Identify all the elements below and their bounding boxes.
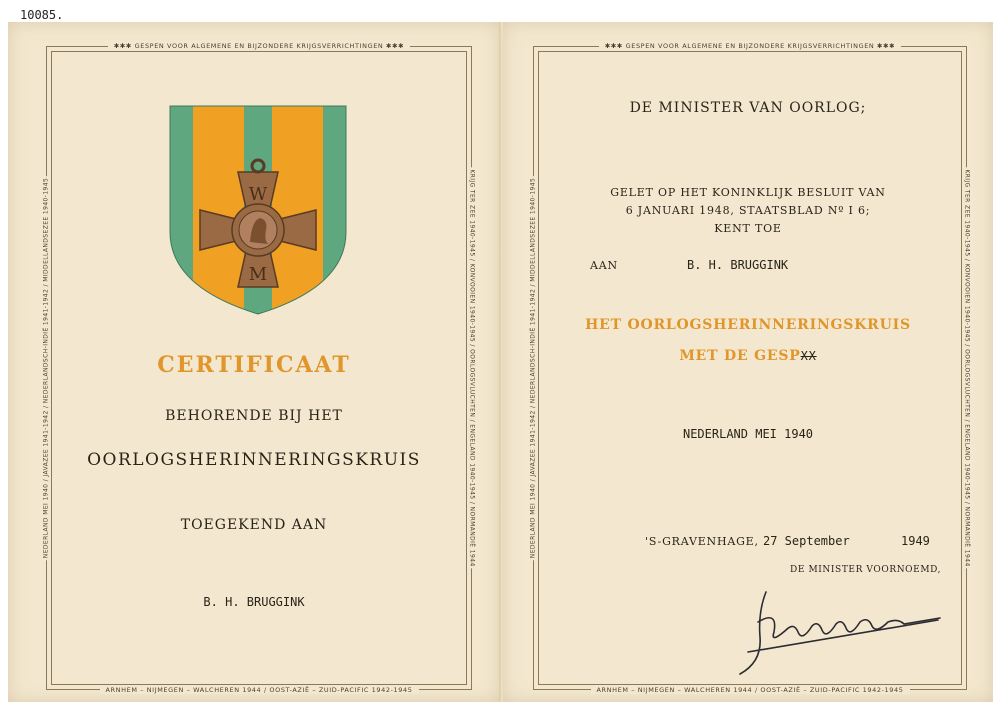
- awarded-to-label: TOEGEKEND AAN: [180, 517, 328, 533]
- certificate-title: CERTIFICAAT: [157, 352, 351, 378]
- signatory-label: DE MINISTER VOORNOEMD,: [790, 565, 942, 575]
- award-name: OORLOGSHERINNERINGSKRUIS: [87, 450, 421, 470]
- issue-date: 27 September: [763, 534, 850, 548]
- clasp-name: NEDERLAND MEI 1940: [682, 427, 814, 441]
- document-reference-number: 10085.: [20, 8, 64, 22]
- decree-line: GELET OP HET KONINKLIJK BESLUIT VAN: [610, 186, 886, 199]
- subtitle-line: BEHORENDE BIJ HET: [165, 408, 343, 424]
- struck-out-text: XX: [800, 349, 817, 363]
- certificate-right-page: [503, 22, 993, 702]
- certificate-left-page: [8, 22, 500, 702]
- handwritten-signature: [728, 582, 958, 682]
- award-clasp-text: MET DE GESP: [679, 348, 801, 364]
- border-right-text: KRIJG TER ZEE 1940-1945 / KONVOOIEN 1940-1945 / OORLOGSVLUCHTEN / ENGELAND 1940-1945 / NORMANDIË 1944: [963, 169, 971, 567]
- decree-line: 6 JANUARI 1948, STAATSBLAD Nº I 6;: [625, 204, 871, 217]
- border-top-text: ✱✱✱ GESPEN VOOR ALGEMENE EN BIJZONDERE KRIJGSVERRICHTINGEN ✱✱✱: [599, 42, 901, 50]
- aan-label: AAN: [590, 259, 618, 272]
- issue-year: 1949: [901, 534, 930, 548]
- award-line: HET OORLOGSHERINNERINGSKRUIS: [585, 317, 911, 333]
- minister-heading: DE MINISTER VAN OORLOG;: [629, 100, 867, 116]
- svg-text:W: W: [248, 184, 268, 205]
- award-clasp-line: [503, 348, 993, 364]
- border-bottom-text: ARNHEM – NIJMEGEN – WALCHEREN 1944 / OOST-AZIË – ZUID-PACIFIC 1942-1945: [100, 686, 419, 694]
- border-left-text: NEDERLAND MEI 1940 / JAVAZEE 1941-1942 / NEDERLANDSCH-INDIË 1941-1942 / MIDDELLANDSEZEE 1940-1945: [529, 177, 537, 559]
- border-top-text: ✱✱✱ GESPEN VOOR ALGEMENE EN BIJZONDERE KRIJGSVERRICHTINGEN ✱✱✱: [108, 42, 410, 50]
- border-right-text: KRIJG TER ZEE 1940-1945 / KONVOOIEN 1940-1945 / OORLOGSVLUCHTEN / ENGELAND 1940-1945 / NORMANDIË 1944: [468, 169, 476, 567]
- medal-cross-icon: [168, 102, 348, 322]
- place-label: 'S-GRAVENHAGE,: [645, 535, 759, 548]
- border-left-text: NEDERLAND MEI 1940 / JAVAZEE 1941-1942 / NEDERLANDSCH-INDIË 1941-1942 / MIDDELLANDSEZEE 1940-1945: [42, 177, 50, 559]
- recipient-name: B. H. BRUGGINK: [687, 258, 789, 272]
- recipient-name: B. H. BRUGGINK: [203, 595, 305, 609]
- decree-line: KENT TOE: [714, 222, 782, 235]
- border-bottom-text: ARNHEM – NIJMEGEN – WALCHEREN 1944 / OOST-AZIË – ZUID-PACIFIC 1942-1945: [591, 686, 910, 694]
- svg-text:M: M: [248, 264, 268, 285]
